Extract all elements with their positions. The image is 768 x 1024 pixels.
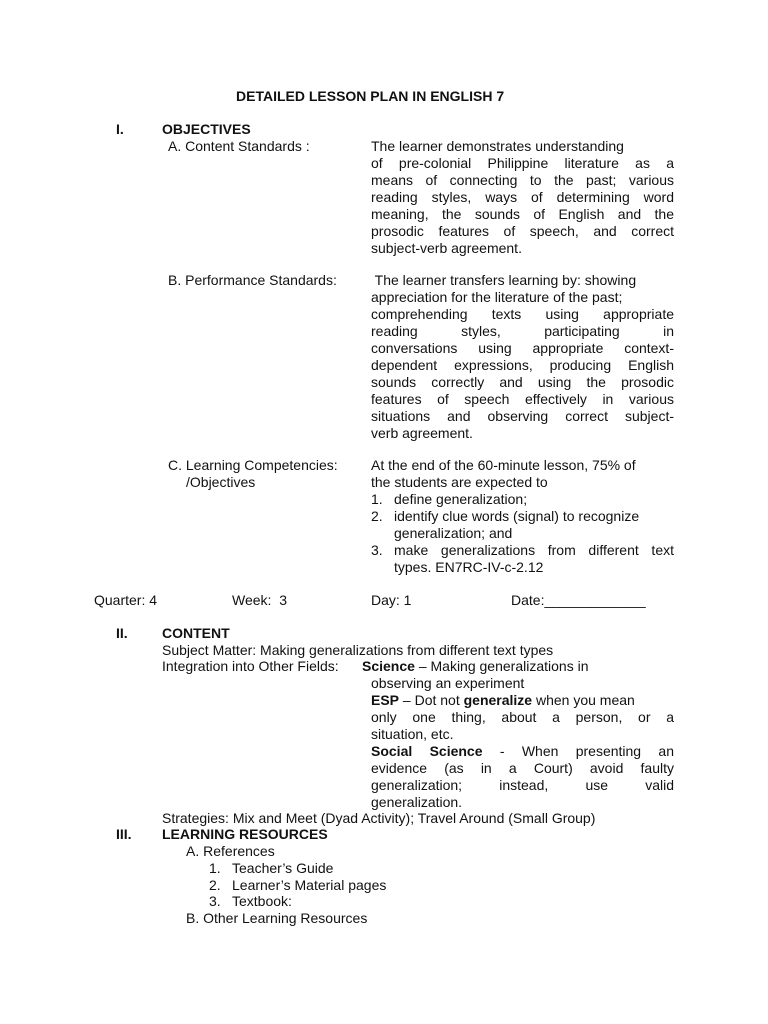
competency-number: 1. — [371, 491, 383, 507]
competency-item-cont: types. EN7RC-IV-c-2.12 — [394, 559, 544, 575]
day-field: Day: 1 — [371, 592, 412, 608]
content-standards-line: reading styles, ways of determining word — [371, 189, 674, 205]
integration-social-science-line4: generalization. — [371, 794, 463, 810]
content-standards-line: prosodic features of speech, and correct — [371, 223, 674, 239]
integration-esp-line3: situation, etc. — [371, 726, 454, 742]
reference-item: Learner’s Material pages — [232, 877, 387, 893]
performance-standards-line: features of speech effectively in various — [371, 391, 674, 407]
integration-science-cont: observing an experiment — [371, 675, 525, 691]
integration-science — [362, 658, 588, 675]
reference-number: 3. — [209, 893, 221, 909]
learning-competencies-intro: At the end of the 60-minute lesson, 75% of — [371, 457, 636, 473]
integration-social-science-line2: evidence (as in a Court) avoid faulty — [371, 760, 674, 776]
performance-standards-label: B. Performance Standards: — [168, 272, 337, 288]
quarter-field: Quarter: 4 — [94, 592, 158, 608]
content-standards-line: meaning, the sounds of English and the — [371, 206, 674, 222]
performance-standards-line: reading styles, participating in — [371, 323, 674, 339]
competency-number: 2. — [371, 508, 383, 524]
learning-competencies-label: C. Learning Competencies: — [168, 457, 338, 473]
social-science-text: - When presenting an — [482, 743, 674, 759]
references-label: A. References — [186, 843, 275, 859]
reference-item: Teacher’s Guide — [232, 860, 334, 876]
esp-text: – Dot not — [399, 692, 464, 708]
competency-item: define generalization; — [394, 491, 528, 507]
social-science-term: Social Science — [371, 743, 483, 759]
performance-standards-line: verb agreement. — [371, 425, 473, 441]
section-numeral-resources: III. — [116, 826, 132, 842]
content-standards-line: The learner demonstrates understanding — [371, 138, 624, 154]
competency-number: 3. — [371, 542, 383, 558]
week-field: Week: 3 — [232, 592, 287, 608]
performance-standards-line: comprehending texts using appropriate — [371, 306, 674, 322]
esp-keyword: generalize — [463, 692, 533, 708]
esp-text-cont: when you mean — [532, 692, 635, 708]
page-title: DETAILED LESSON PLAN IN ENGLISH 7 — [236, 88, 505, 104]
competency-item: identify clue words (signal) to recognize — [394, 508, 640, 524]
integration-social-science — [371, 743, 674, 760]
content-standards-text — [371, 138, 674, 257]
reference-item: Textbook: — [232, 893, 292, 909]
science-term: Science — [362, 658, 415, 674]
integration-esp — [371, 692, 635, 709]
integration-social-science-line3: generalization; instead, use valid — [371, 777, 674, 793]
learning-competencies-label-cont: /Objectives — [186, 474, 256, 490]
performance-standards-line: sounds correctly and using the prosodic — [371, 374, 674, 390]
subject-matter: Subject Matter: Making generalizations from different text types — [162, 642, 554, 658]
content-standards-line: of pre-colonial Philippine literature as a — [371, 155, 674, 171]
reference-number: 1. — [209, 860, 221, 876]
section-numeral-content: II. — [116, 625, 128, 641]
content-standards-label: A. Content Standards : — [168, 138, 310, 154]
integration-label: Integration into Other Fields: — [162, 658, 339, 674]
section-numeral-objectives: I. — [116, 121, 124, 137]
performance-standards-line: appreciation for the literature of the past; — [371, 289, 623, 305]
performance-standards-line: dependent expressions, producing English — [371, 357, 674, 373]
science-text: – Making generalizations in — [414, 658, 589, 674]
section-heading-resources: LEARNING RESOURCES — [162, 826, 328, 842]
performance-standards-line: conversations using appropriate context- — [371, 340, 674, 356]
performance-standards-line: The learner transfers learning by: showing — [371, 272, 637, 288]
section-heading-content: CONTENT — [162, 625, 230, 641]
learning-competencies-intro-cont: the students are expected to — [371, 474, 548, 490]
date-field: Date:_____________ — [511, 592, 646, 608]
competency-item: make generalizations from different text — [394, 542, 674, 558]
performance-standards-line: situations and observing correct subject- — [371, 408, 674, 424]
competency-item-cont: generalization; and — [394, 525, 513, 541]
other-resources-label: B. Other Learning Resources — [186, 910, 368, 926]
section-heading-objectives: OBJECTIVES — [162, 121, 251, 137]
performance-standards-text — [371, 272, 674, 442]
content-standards-line: subject-verb agreement. — [371, 240, 522, 256]
integration-esp-line2: only one thing, about a person, or a — [371, 709, 674, 725]
esp-term: ESP — [371, 692, 400, 708]
content-standards-line: means of connecting to the past; various — [371, 172, 674, 188]
strategies: Strategies: Mix and Meet (Dyad Activity); Travel Around (Small Group) — [162, 810, 596, 826]
reference-number: 2. — [209, 877, 221, 893]
